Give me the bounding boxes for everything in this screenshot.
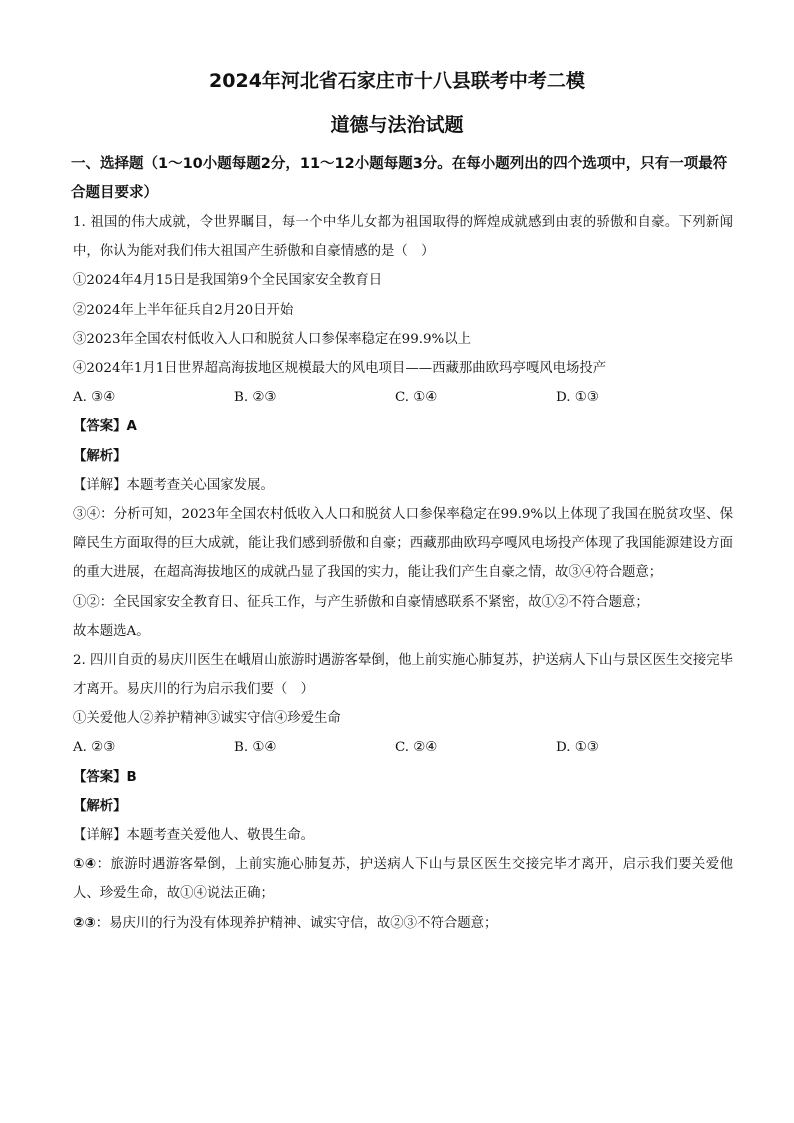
q2-option-c: C. ②④ bbox=[395, 740, 438, 756]
q1-option-a: A. ③④ bbox=[73, 390, 116, 406]
q1-option-c: C. ①④ bbox=[395, 390, 438, 406]
q1-analysis-label: 【解析】 bbox=[73, 448, 127, 464]
page-title: 2024年河北省石家庄市十八县联考中考二模 bbox=[209, 70, 585, 92]
section-heading: 一、选择题（1～10小题每题2分，11～12小题每题3分。在每小题列出的四个选项中，只有一项最符合题目要求） bbox=[71, 156, 728, 201]
q2-explanation-2-label: ②③ bbox=[73, 915, 96, 931]
q2-answer: 【答案】B bbox=[73, 769, 137, 785]
q1-conclusion: 故本题选A。 bbox=[73, 623, 150, 639]
q2-items: ①关爱他人②养护精神③诚实守信④珍爱生命 bbox=[73, 711, 341, 727]
q1-stem: 1. 祖国的伟大成就，令世界瞩目，每一个中华儿女都为祖国取得的辉煌成就感到由衷的骄傲和自豪。下列新闻中，你认为能对我们伟大祖国产生骄傲和自豪情感的是（ ） bbox=[73, 215, 733, 260]
q1-options bbox=[73, 383, 733, 412]
q1-option-d: D. ①③ bbox=[556, 390, 599, 406]
q2-explanation-1 bbox=[73, 850, 733, 908]
q1-explanation-1: ③④：分析可知，2023年全国农村低收入人口和脱贫人口参保率稳定在99.9%以上体现了我国在脱贫攻坚、保障民生方面取得的巨大成就，能让我们感到骄傲和自豪；西藏那曲欧玛亭嘎风电场投产体现了我国能源建设方面的重大进展，在超高海拔地区的成就凸显了我国的实力，能让我们产生自豪之情，故③④符合题意； bbox=[73, 506, 733, 581]
q1-item-4: ④2024年1月1日世界超高海拔地区规模最大的风电项目——西藏那曲欧玛亭嘎风电场投产 bbox=[73, 360, 607, 376]
q1-option-b: B. ②③ bbox=[234, 390, 277, 406]
page-subtitle: 道德与法治试题 bbox=[330, 114, 464, 136]
q1-explanation-2: ①②：全民国家安全教育日、征兵工作，与产生骄傲和自豪情感联系不紧密，故①②不符合题意； bbox=[73, 594, 649, 610]
q1-answer: 【答案】A bbox=[73, 419, 137, 435]
q2-analysis-label: 【解析】 bbox=[73, 798, 127, 814]
q2-detail: 【详解】本题考查关爱他人、敬畏生命。 bbox=[73, 828, 315, 844]
q1-detail: 【详解】本题考查关心国家发展。 bbox=[73, 477, 274, 493]
q2-option-b: B. ①④ bbox=[234, 740, 277, 756]
q2-explanation-1-text: ：旅游时遇游客晕倒，上前实施心肺复苏，护送病人下山与景区医生交接完毕才离开，启示我们要关爱他人、珍爱生命，故①④说法正确； bbox=[73, 857, 733, 902]
q2-explanation-1-label: ①④ bbox=[73, 857, 97, 873]
q2-options bbox=[73, 733, 733, 762]
questions bbox=[73, 208, 733, 938]
q1-item-1: ①2024年4月15日是我国第9个全民国家安全教育日 bbox=[73, 273, 383, 289]
q1-item-2: ②2024年上半年征兵自2月20日开始 bbox=[73, 302, 294, 318]
q2-explanation-2 bbox=[73, 909, 733, 938]
q2-option-d: D. ①③ bbox=[556, 740, 599, 756]
q2-option-a: A. ②③ bbox=[73, 740, 116, 756]
q2-stem: 2. 四川自贡的易庆川医生在峨眉山旅游时遇游客晕倒，他上前实施心肺复苏，护送病人下山与景区医生交接完毕才离开。易庆川的行为启示我们要（ ） bbox=[73, 652, 733, 698]
q2-explanation-2-text: ：易庆川的行为没有体现养护精神、诚实守信，故②③不符合题意； bbox=[95, 915, 498, 931]
q1-item-3: ③2023年全国农村低收入人口和脱贫人口参保率稳定在99.9%以上 bbox=[73, 331, 471, 347]
